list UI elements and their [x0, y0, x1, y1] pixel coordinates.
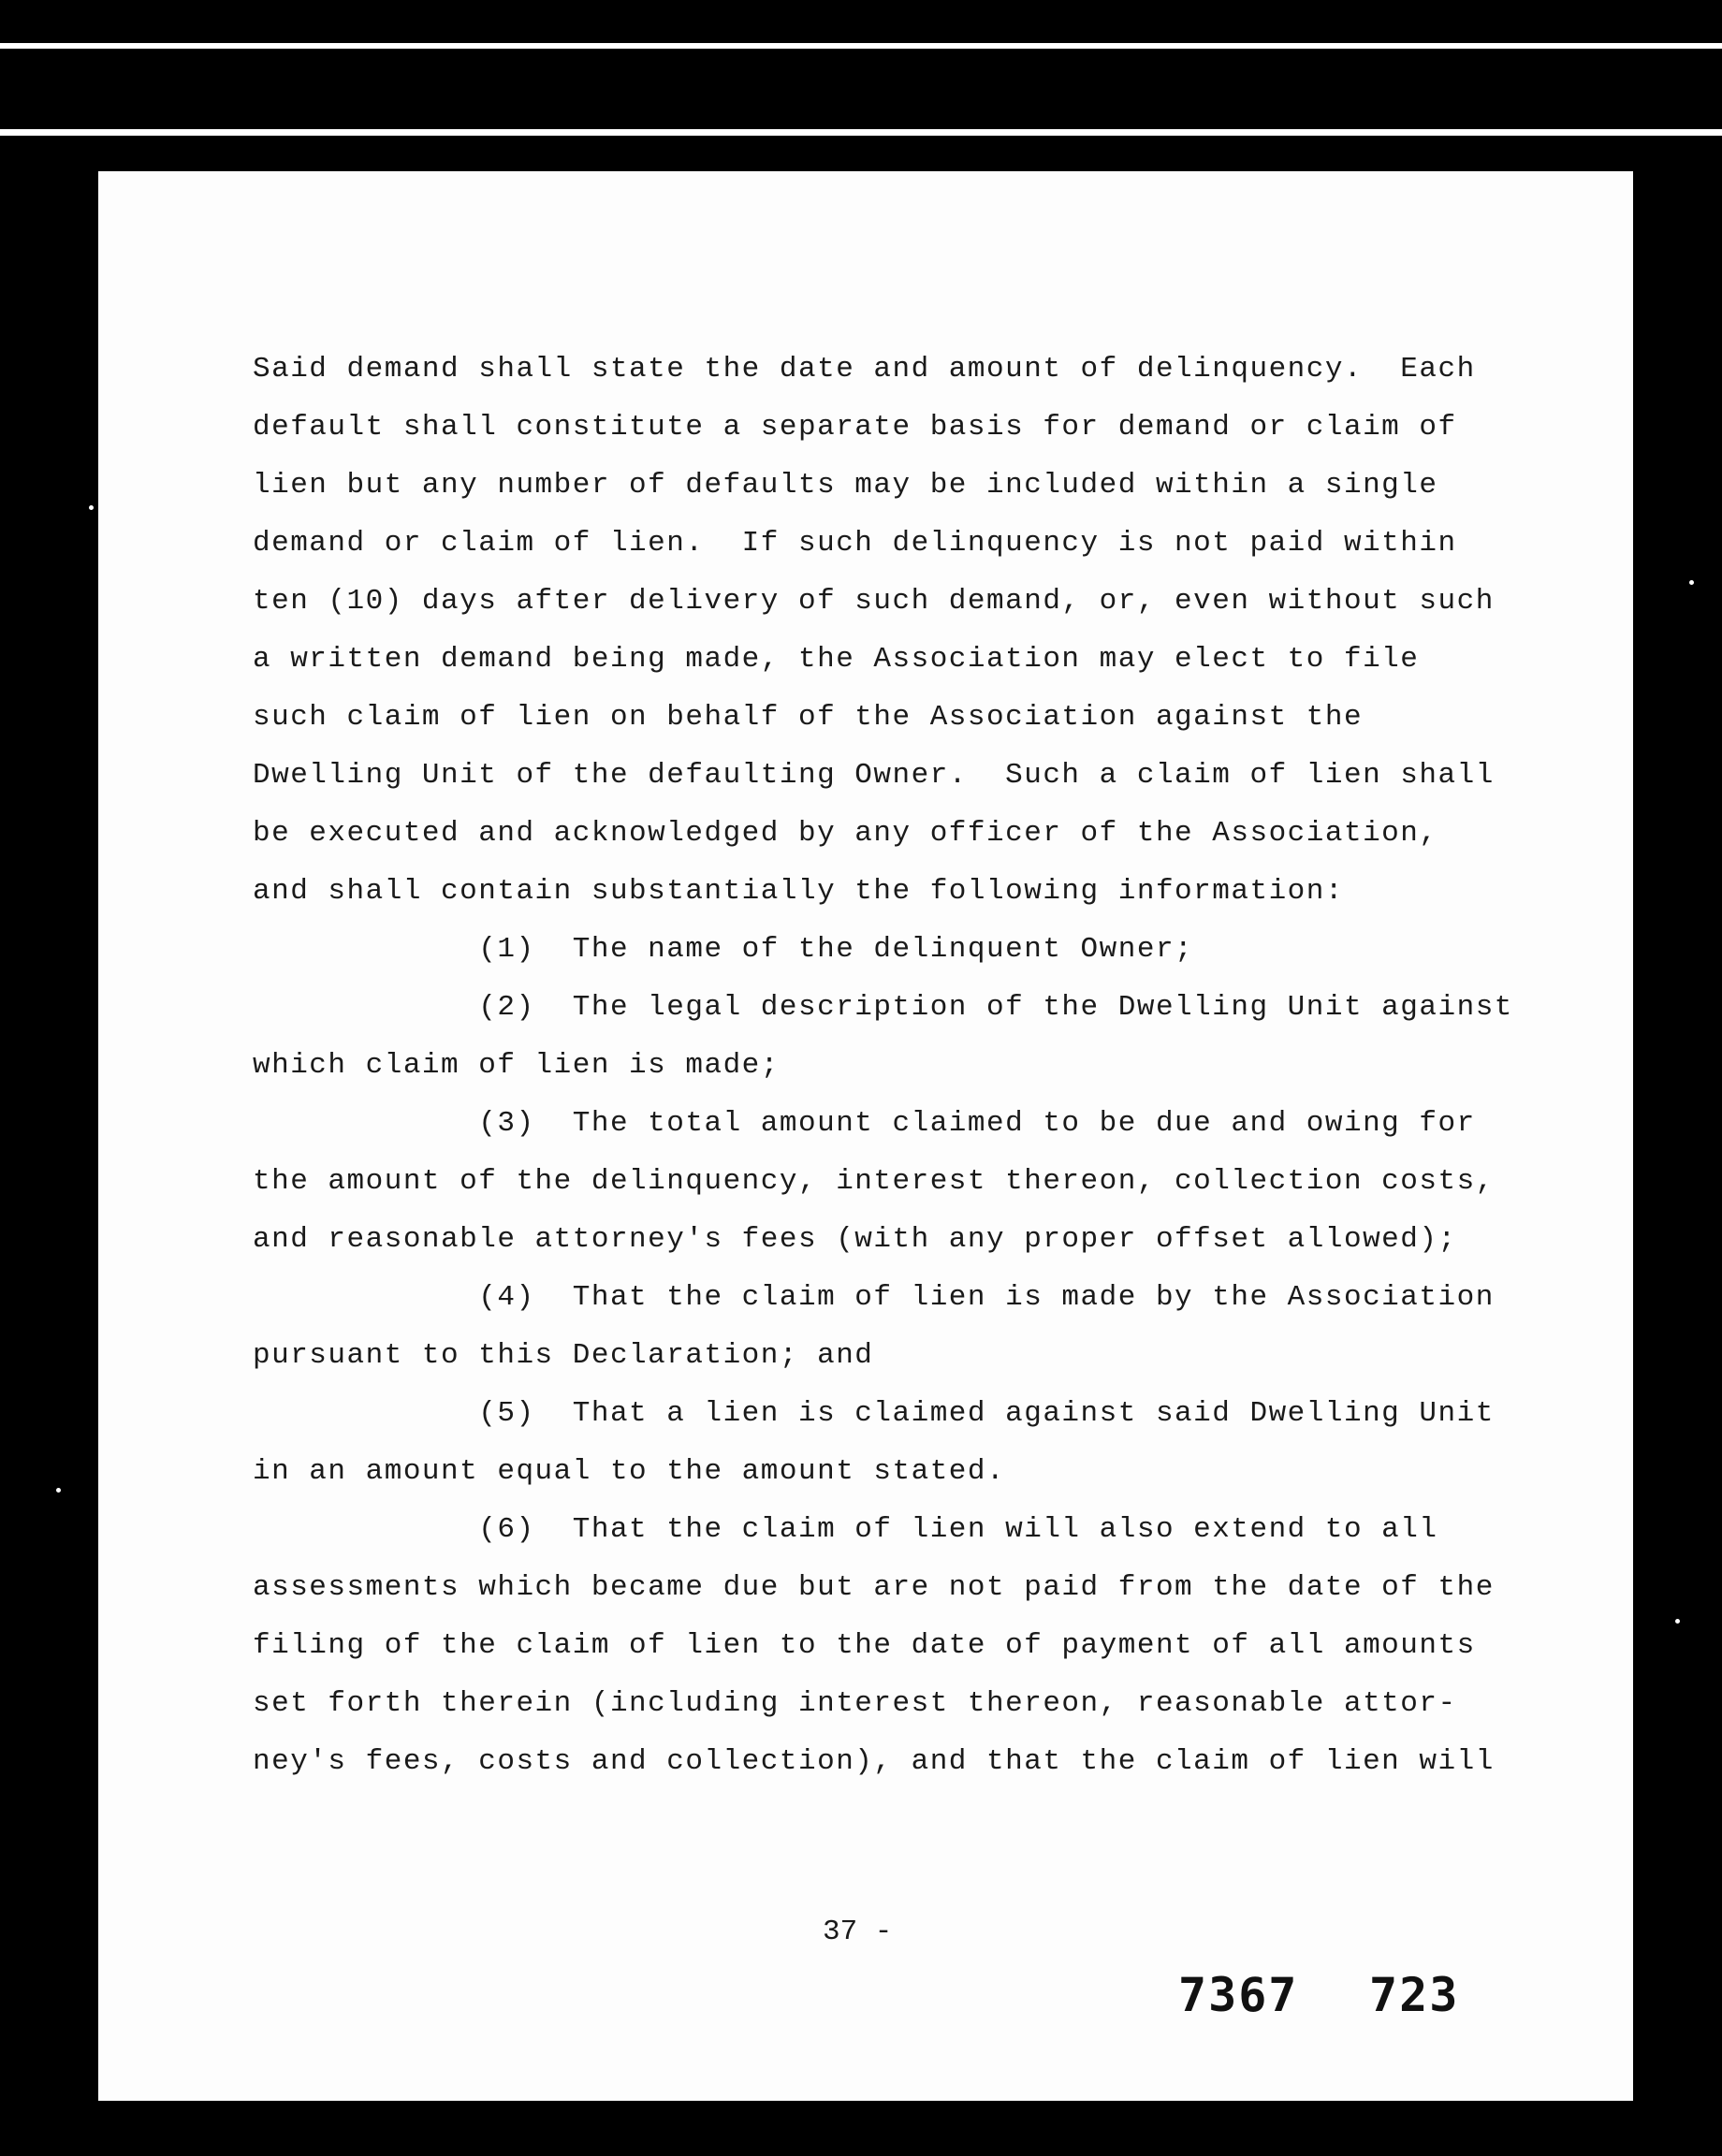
text-line: Dwelling Unit of the defaulting Owner. Such a claim of lien shall — [253, 759, 1495, 792]
scan-speck — [1675, 1619, 1680, 1624]
document-body — [253, 341, 1563, 1791]
text-line: pursuant to this Declaration; and — [253, 1339, 874, 1372]
text-line: which claim of lien is made; — [253, 1049, 780, 1082]
text-line: be executed and acknowledged by any officer of the Association, — [253, 817, 1438, 850]
list-item-3: (3) The total amount claimed to be due and owing for — [253, 1107, 1476, 1140]
document-page — [98, 171, 1633, 2101]
scan-speck — [56, 1488, 61, 1493]
list-item-4: (4) That the claim of lien is made by the Association — [253, 1281, 1495, 1314]
text-line: set forth therein (including interest thereon, reasonable attor- — [253, 1687, 1457, 1720]
text-line: and shall contain substantially the following information: — [253, 875, 1344, 908]
list-item-6: (6) That the claim of lien will also extend to all — [253, 1513, 1438, 1546]
scan-speck — [89, 505, 94, 510]
scan-border-line-top — [0, 43, 1722, 49]
page-number: 37 - — [823, 1916, 893, 1948]
text-line: default shall constitute a separate basis for demand or claim of — [253, 411, 1457, 444]
list-item-2: (2) The legal description of the Dwelling Unit against — [253, 991, 1513, 1024]
text-line: lien but any number of defaults may be included within a single — [253, 469, 1438, 502]
text-line: ten (10) days after delivery of such demand, or, even without such — [253, 585, 1495, 618]
text-line: filing of the claim of lien to the date of payment of all amounts — [253, 1629, 1476, 1662]
text-line: the amount of the delinquency, interest thereon, collection costs, — [253, 1165, 1495, 1198]
list-item-1: (1) The name of the delinquent Owner; — [253, 933, 1194, 966]
scan-border-line-second — [0, 129, 1722, 136]
scan-speck — [1689, 580, 1694, 585]
text-line: ney's fees, costs and collection), and that the claim of lien will — [253, 1745, 1495, 1778]
text-line: and reasonable attorney's fees (with any proper offset allowed); — [253, 1223, 1457, 1256]
text-line: such claim of lien on behalf of the Association against the — [253, 701, 1364, 734]
text-line: a written demand being made, the Association may elect to file — [253, 643, 1420, 676]
list-item-5: (5) That a lien is claimed against said Dwelling Unit — [253, 1397, 1495, 1430]
text-line: in an amount equal to the amount stated. — [253, 1455, 1006, 1488]
text-line: assessments which became due but are not paid from the date of the — [253, 1571, 1495, 1604]
text-line: demand or claim of lien. If such delinquency is not paid within — [253, 527, 1457, 560]
page-number-stamp: 723 — [1369, 1968, 1460, 2022]
text-line: Said demand shall state the date and amount of delinquency. Each — [253, 353, 1476, 386]
book-number-stamp: 7367 — [1178, 1968, 1299, 2022]
